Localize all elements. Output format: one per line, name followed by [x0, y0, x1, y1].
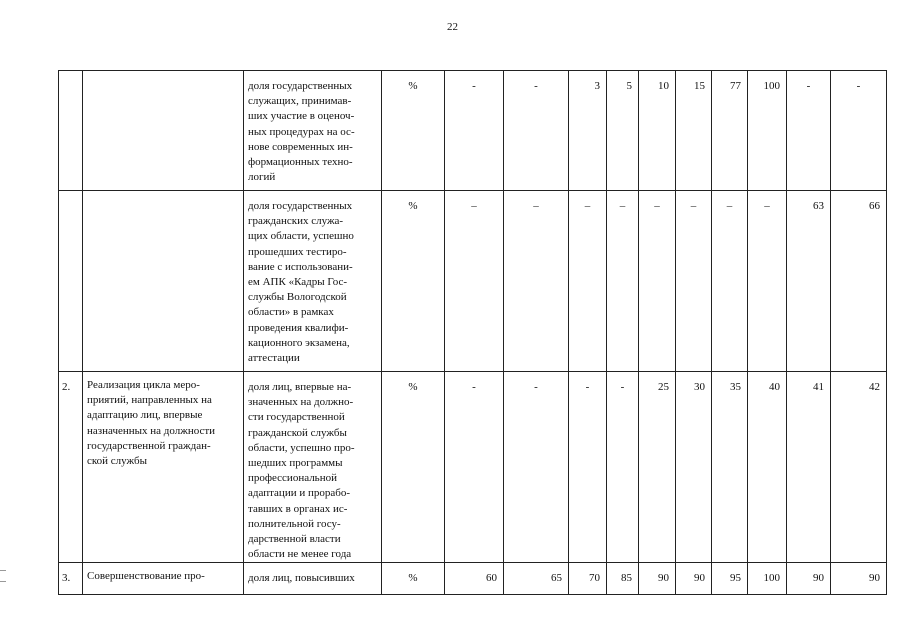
text-line: ших участие в оценоч- — [248, 110, 355, 123]
scan-mark — [0, 581, 6, 582]
text-line: значенных на должно- — [248, 396, 354, 409]
unit-cell: % — [382, 191, 445, 372]
table-row — [59, 71, 887, 191]
unit-cell: % — [382, 71, 445, 191]
value-cell: – — [639, 191, 676, 372]
text-line: области не менее года — [248, 548, 352, 561]
text-line: доля государственных — [248, 200, 353, 212]
text-line: службы Вологодской — [248, 291, 347, 304]
text-line: назначенных на должности — [87, 424, 216, 437]
indicators-table — [58, 70, 887, 595]
text-line: государственной граждан- — [87, 439, 211, 452]
unit-cell: % — [382, 563, 445, 595]
value-cell: 10 — [639, 71, 676, 191]
text-line: гражданских служа- — [248, 215, 344, 228]
value-cell: – — [445, 191, 504, 372]
row-number — [59, 191, 83, 372]
text-line: доля государственных — [248, 80, 353, 92]
value-cell: 95 — [712, 563, 748, 595]
text-line: проведения квалифи- — [248, 321, 349, 334]
text-line: дарственной власти — [248, 533, 341, 546]
value-cell: 3 — [569, 71, 607, 191]
text-line: Реализация цикла меро- — [87, 379, 200, 391]
value-cell: 35 — [712, 372, 748, 563]
text-line: области, успешно про- — [248, 441, 355, 454]
indicator-name — [244, 71, 382, 191]
value-cell: 41 — [787, 372, 831, 563]
value-cell: - — [831, 71, 887, 191]
activity-name — [83, 191, 244, 372]
value-cell: 42 — [831, 372, 887, 563]
text-line: гражданской службы — [248, 426, 347, 439]
table-row — [59, 372, 887, 563]
value-cell: - — [445, 372, 504, 563]
text-line: тавших в органах ис- — [248, 502, 348, 515]
value-cell: 90 — [831, 563, 887, 595]
page-number: 22 — [447, 21, 458, 33]
activity-name — [83, 372, 244, 563]
table-row — [59, 191, 887, 372]
text-line: формационных техно- — [248, 156, 353, 169]
unit-cell: % — [382, 372, 445, 563]
value-cell: 60 — [445, 563, 504, 595]
text-line: ем АПК «Кадры Гос- — [248, 276, 348, 289]
value-cell: 66 — [831, 191, 887, 372]
value-cell: 100 — [748, 563, 787, 595]
value-cell: - — [504, 71, 569, 191]
value-cell: - — [504, 372, 569, 563]
text-line: щих области, успешно — [248, 230, 354, 243]
text-line: нове современных ин- — [248, 140, 353, 153]
value-cell: 90 — [787, 563, 831, 595]
value-cell: – — [676, 191, 712, 372]
text-line: области» в рамках — [248, 306, 334, 319]
scan-mark — [0, 570, 6, 571]
value-cell: 90 — [639, 563, 676, 595]
value-cell: 5 — [607, 71, 639, 191]
value-cell: – — [569, 191, 607, 372]
text-line: доля лиц, впервые на- — [248, 381, 352, 393]
text-line: Совершенствование про- — [87, 570, 205, 583]
text-line: вание с использовани- — [248, 260, 353, 273]
value-cell: - — [787, 71, 831, 191]
value-cell: - — [569, 372, 607, 563]
indicator-name — [244, 191, 382, 372]
value-cell: – — [504, 191, 569, 372]
value-cell: 63 — [787, 191, 831, 372]
row-number: 3. — [59, 563, 83, 595]
value-cell: 30 — [676, 372, 712, 563]
value-cell: 70 — [569, 563, 607, 595]
value-cell: - — [445, 71, 504, 191]
text-line: полнительной госу- — [248, 517, 341, 530]
value-cell: – — [712, 191, 748, 372]
value-cell: - — [607, 372, 639, 563]
activity-name — [83, 563, 244, 595]
text-line: адаптацию лиц, впервые — [87, 409, 203, 422]
text-line: профессиональной — [248, 472, 337, 485]
value-cell: 77 — [712, 71, 748, 191]
value-cell: – — [748, 191, 787, 372]
value-cell: 40 — [748, 372, 787, 563]
indicator-name — [244, 563, 382, 595]
text-line: доля лиц, повысивших — [248, 572, 355, 585]
activity-name — [83, 71, 244, 191]
table-row — [59, 563, 887, 595]
text-line: ных процедурах на ос- — [248, 125, 355, 138]
value-cell: 65 — [504, 563, 569, 595]
value-cell: 85 — [607, 563, 639, 595]
value-cell: 15 — [676, 71, 712, 191]
value-cell: 100 — [748, 71, 787, 191]
value-cell: 25 — [639, 372, 676, 563]
text-line: ской службы — [87, 455, 147, 468]
indicator-name — [244, 372, 382, 563]
row-number: 2. — [59, 372, 83, 563]
text-line: шедших программы — [248, 457, 343, 470]
value-cell: 90 — [676, 563, 712, 595]
value-cell: – — [607, 191, 639, 372]
text-line: приятий, направленных на — [87, 394, 212, 407]
text-line: прошедших тестиро- — [248, 245, 347, 258]
text-line: кационного экзамена, — [248, 336, 350, 349]
text-line: сти государственной — [248, 411, 345, 424]
text-line: адаптации и прорабо- — [248, 487, 351, 500]
text-line: служащих, принимав- — [248, 95, 352, 108]
text-line: логий — [248, 171, 276, 184]
text-line: аттестации — [248, 352, 300, 365]
row-number — [59, 71, 83, 191]
